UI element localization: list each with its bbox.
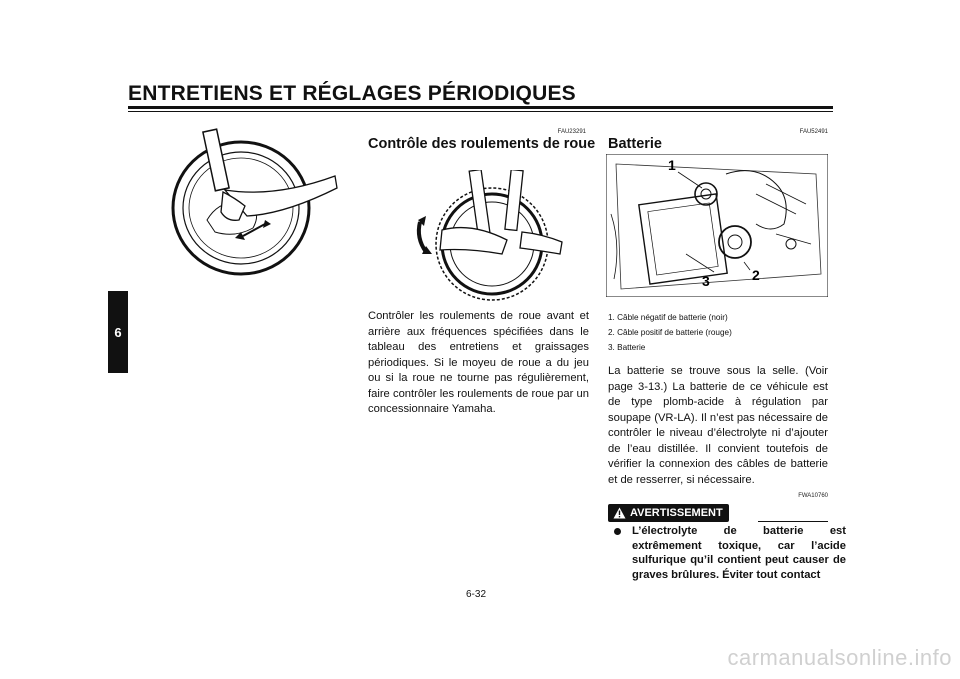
legend-item: 2. Câble positif de batterie (rouge) bbox=[608, 328, 732, 337]
page-title: ENTRETIENS ET RÉGLAGES PÉRIODIQUES bbox=[128, 82, 576, 105]
warning-header bbox=[608, 504, 828, 522]
wheel-bearing-illustration bbox=[412, 170, 567, 302]
section-body-right: La batterie se trouve sous la selle. (Voir page 3-13.) La batterie de ce véhicule est de type plomb-acide à régulation par soupape (VR-LA). Il n’est pas nécessaire de contrôler le niveau d’électrolyte ni d’ajouter de l’eau distillée. Il convient toutefois de vérifier la connexion des câbles de batterie et de resserrer, si nécessaire. bbox=[608, 365, 828, 486]
warning-bullet-text: L’électrolyte de batterie est extrêmement toxique, car l’acide sulfurique qu’il contient peut causer de graves brûlures. Éviter tout contact bbox=[632, 525, 846, 582]
page-number: 6-32 bbox=[466, 589, 487, 600]
section-body-left: Contrôler les roulements de roue avant et arrière aux fréquences spécifiées dans le tableau des entretiens et graissages périodiques. Si le moyeu de roue a du jeu ou si la roue ne tourne pas régulièrement, faire contrôler les roulements de roue par un concessionnaire Yamaha. bbox=[368, 310, 589, 415]
battery-compartment-illustration bbox=[606, 154, 828, 297]
bullet-icon bbox=[614, 528, 621, 535]
section-title-left: Contrôle des roulements de roue bbox=[368, 136, 596, 152]
warning-bullet bbox=[614, 524, 846, 583]
legend-item: 3. Batterie bbox=[608, 343, 646, 352]
wheel-hand-illustration bbox=[165, 128, 340, 276]
callout-3: 3 bbox=[702, 273, 710, 289]
watermark: carmanualsonline.info bbox=[727, 645, 952, 670]
header-rule-thin bbox=[128, 111, 833, 112]
callout-2: 2 bbox=[752, 267, 760, 283]
chapter-tab[interactable]: 6 bbox=[108, 291, 128, 373]
header-rule bbox=[128, 106, 833, 109]
warning-label: AVERTISSEMENT bbox=[630, 507, 723, 519]
section-code-right: FAU52491 bbox=[799, 129, 828, 135]
section-title-right: Batterie bbox=[608, 136, 662, 152]
section-code-left: FAU23291 bbox=[557, 129, 586, 135]
legend-item: 1. Câble négatif de batterie (noir) bbox=[608, 313, 728, 322]
warning-badge bbox=[608, 504, 729, 522]
warning-rule bbox=[758, 521, 828, 522]
warning-triangle-icon bbox=[613, 507, 626, 519]
figure-legend bbox=[608, 310, 732, 355]
callout-1: 1 bbox=[668, 157, 676, 173]
warning-code: FWA10760 bbox=[798, 493, 828, 499]
